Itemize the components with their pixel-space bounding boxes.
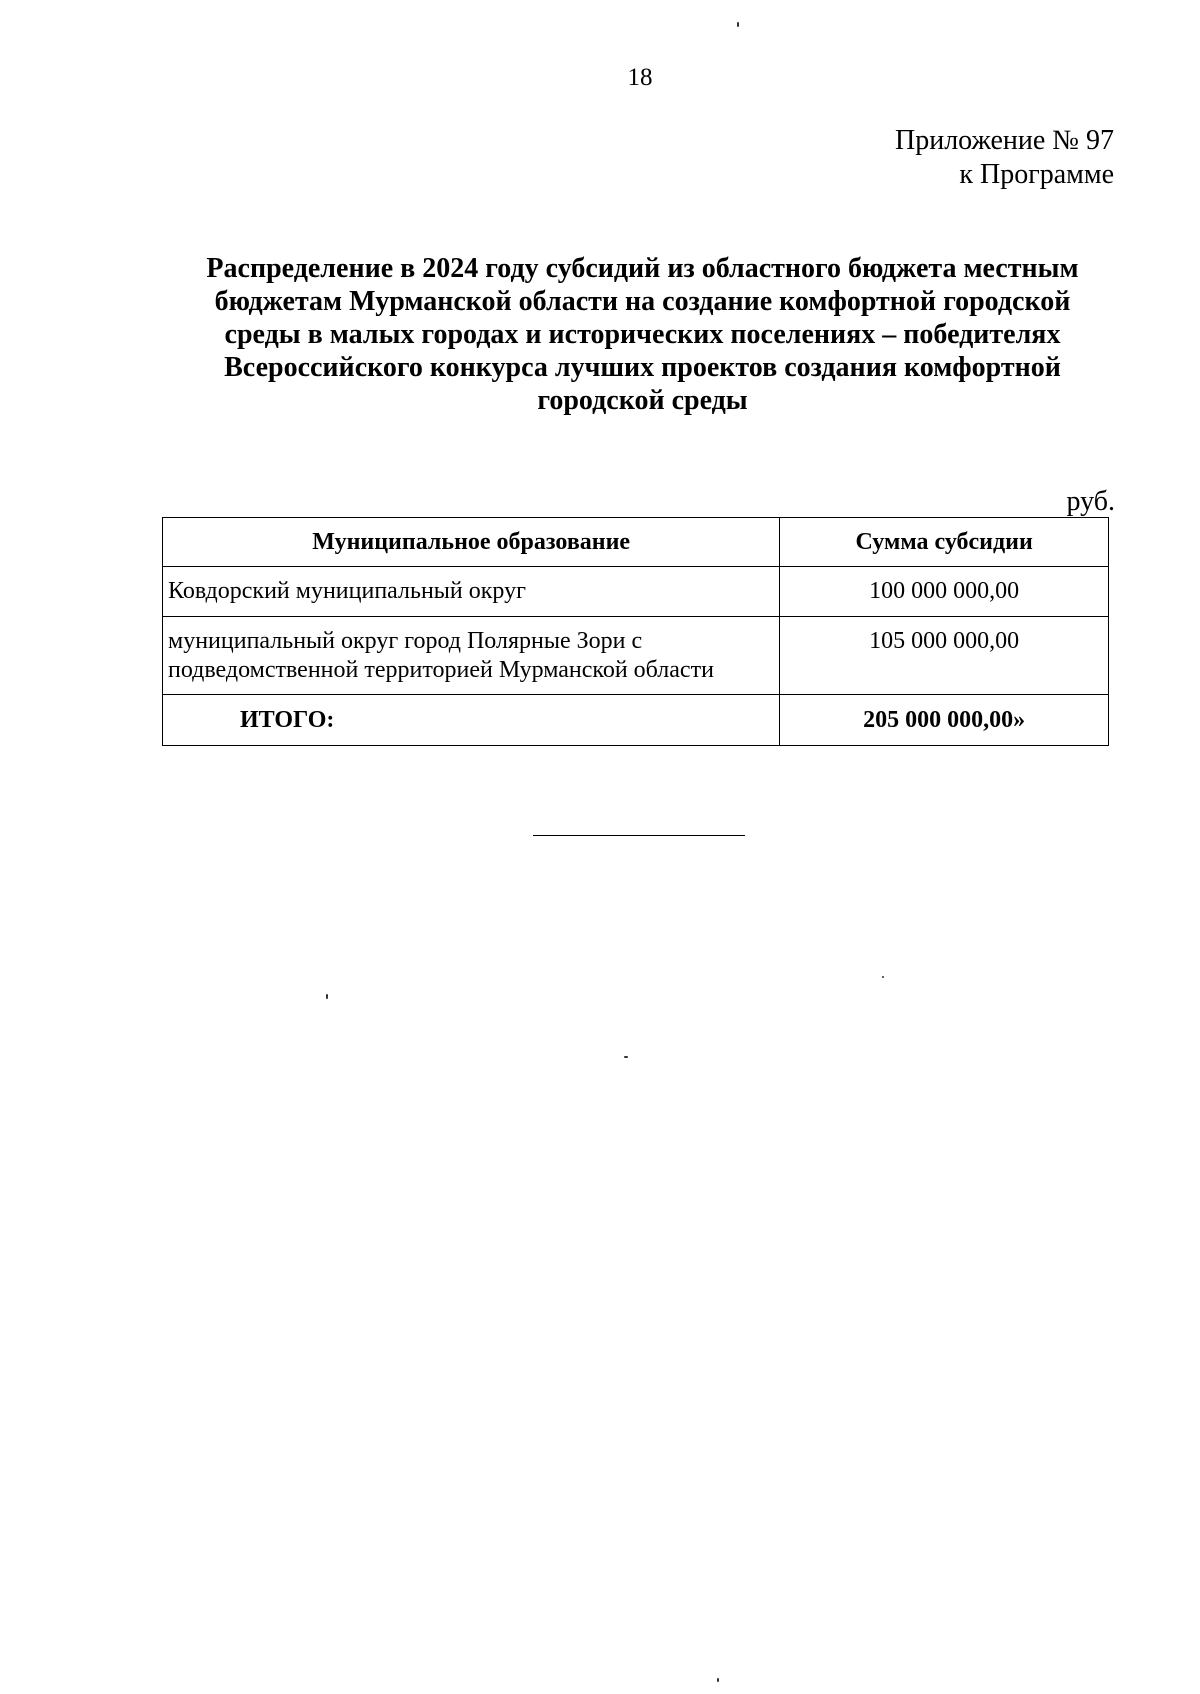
table-row (163, 617, 1109, 695)
header-municipality: Муниципальное образование (163, 518, 780, 567)
table-header-row (163, 518, 1109, 567)
amount-cell: 100 000 000,00 (780, 567, 1109, 617)
municipality-cell (163, 617, 780, 695)
table-total-row (163, 695, 1109, 746)
total-label: ИТОГО: (163, 695, 780, 746)
scan-speck (737, 22, 739, 27)
currency-unit: руб. (1066, 486, 1115, 517)
header-amount: Сумма субсидии (780, 518, 1109, 567)
table-row (163, 567, 1109, 617)
title-line-2: бюджетам Мурманской области на создание комфортной городской (214, 286, 1071, 317)
scan-speck (326, 994, 328, 999)
title-line-5: городской среды (537, 385, 748, 416)
page-number: 18 (627, 64, 653, 91)
subsidy-distribution-table (162, 517, 1109, 746)
title-line-1: Распределение в 2024 году субсидий из областного бюджета местным (206, 253, 1079, 284)
document-title (150, 252, 1135, 417)
municipality-line-1: муниципальный округ город Полярные Зори с (168, 628, 643, 654)
scan-speck (717, 1678, 719, 1682)
title-line-4: Всероссийского конкурса лучших проектов создания комфортной (224, 352, 1061, 383)
end-divider-line (533, 835, 745, 836)
scan-speck (624, 1056, 628, 1058)
municipality-line-2: подведомственной территорией Мурманской области (168, 657, 714, 683)
appendix-reference (895, 124, 1114, 192)
total-amount: 205 000 000,00» (780, 695, 1109, 746)
appendix-program: к Программе (959, 159, 1114, 190)
scan-speck (882, 976, 884, 978)
title-line-3: среды в малых городах и исторических поселениях – победителях (224, 319, 1061, 350)
appendix-number: Приложение № 97 (895, 125, 1114, 156)
municipality-cell: Ковдорский муниципальный округ (163, 567, 780, 617)
amount-cell: 105 000 000,00 (780, 617, 1109, 695)
